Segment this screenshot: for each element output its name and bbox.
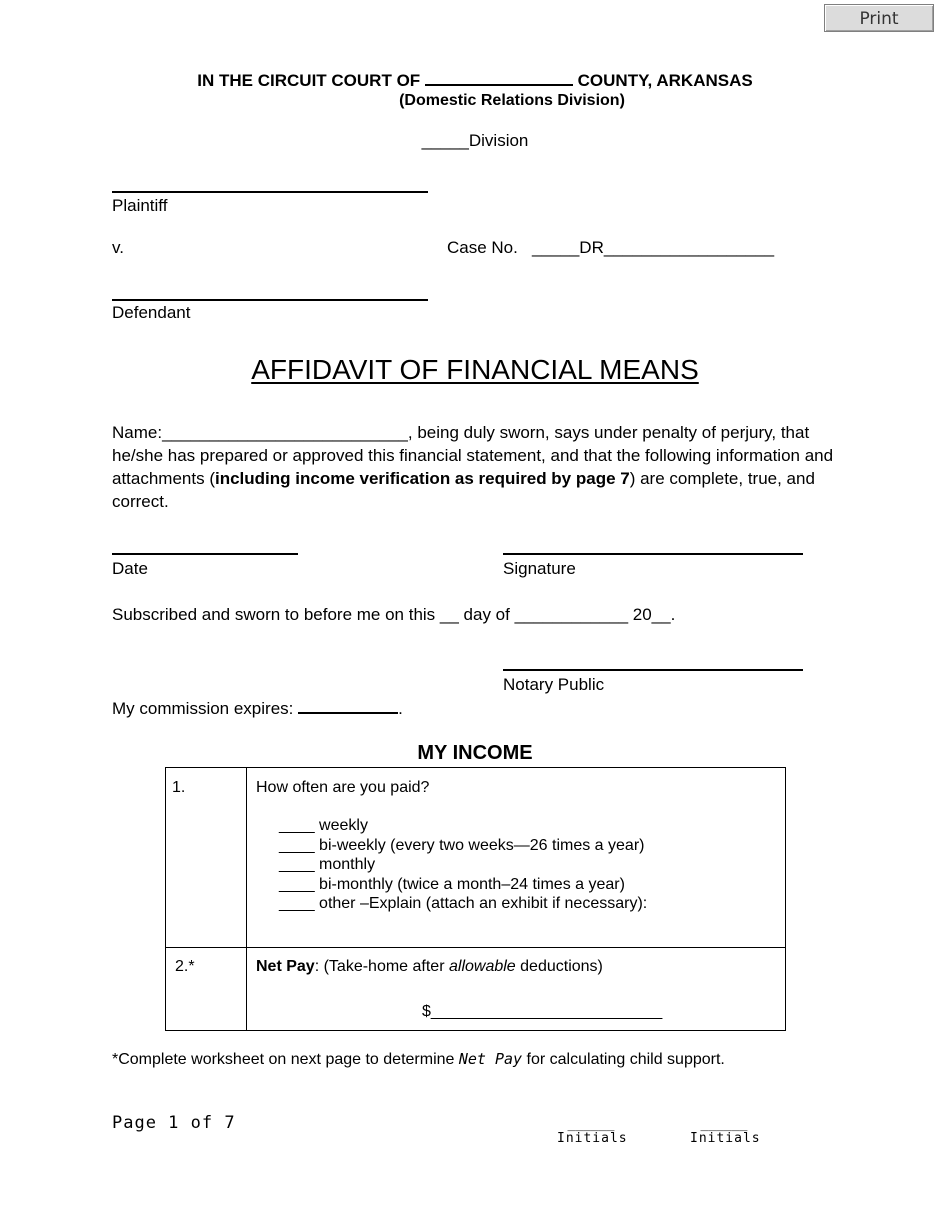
table-row bbox=[166, 768, 786, 948]
net-pay-amount-field[interactable]: $__________________________ bbox=[422, 1003, 663, 1020]
initials-block-1 bbox=[557, 1117, 628, 1146]
option-other[interactable]: ____ other –Explain (attach an exhibit if necessary): bbox=[279, 895, 648, 912]
division-line: _____Division bbox=[421, 131, 529, 150]
footnote-italic: Net Pay bbox=[458, 1050, 523, 1068]
net-pay-label bbox=[256, 958, 785, 976]
date-line bbox=[112, 553, 298, 555]
income-table bbox=[165, 767, 786, 1031]
option-weekly[interactable]: ____ weekly bbox=[279, 817, 368, 834]
court-suffix: COUNTY, ARKANSAS bbox=[577, 71, 753, 90]
notary-label: Notary Public bbox=[503, 675, 605, 694]
row-number bbox=[166, 768, 247, 948]
versus-label: v. bbox=[112, 238, 124, 257]
affidavit-text-1: , being duly sworn, says under penalty of perjury, that he/she has prepared or approved this financial statement, and that the following information and attachments ( bbox=[112, 423, 834, 488]
defendant-label: Defendant bbox=[112, 303, 191, 322]
print-button[interactable]: Print bbox=[824, 4, 934, 32]
initials-blank[interactable]: ______ bbox=[567, 1117, 615, 1132]
initials-block-2 bbox=[690, 1117, 761, 1146]
net-pay-bold: Net Pay bbox=[256, 958, 315, 975]
division-subtitle: (Domestic Relations Division) bbox=[399, 92, 625, 109]
initials-label: Initials bbox=[690, 1131, 761, 1146]
affidavit-bold-text: including income verification as required by page 7 bbox=[215, 469, 630, 488]
footnote bbox=[112, 1050, 725, 1069]
page-number: Page 1 of 7 bbox=[112, 1113, 236, 1133]
initials-blank[interactable]: ______ bbox=[700, 1117, 748, 1132]
row1-number: 1. bbox=[172, 779, 186, 796]
case-number: Case No. _____DR__________________ bbox=[447, 238, 775, 257]
commission-label: My commission expires: bbox=[112, 699, 294, 718]
footnote-text-b: for calculating child support. bbox=[522, 1051, 725, 1068]
pay-frequency-cell bbox=[247, 768, 786, 948]
initials-label: Initials bbox=[557, 1131, 628, 1146]
signature-label: Signature bbox=[503, 559, 576, 578]
notary-line bbox=[503, 669, 803, 671]
net-pay-text-b: deductions) bbox=[515, 958, 603, 975]
plaintiff-line bbox=[112, 191, 428, 193]
court-heading bbox=[0, 70, 950, 91]
option-bi-monthly[interactable]: ____ bi-monthly (twice a month–24 times a year) bbox=[279, 875, 625, 893]
net-pay-text-a: : (Take-home after bbox=[314, 958, 449, 975]
row2-number: 2.* bbox=[175, 958, 195, 975]
option-bi-weekly[interactable]: ____ bi-weekly (every two weeks—26 times a year) bbox=[279, 836, 645, 854]
row-number bbox=[166, 948, 247, 1031]
signature-line bbox=[503, 553, 803, 555]
commission-blank bbox=[298, 698, 398, 714]
table-row bbox=[166, 948, 786, 1031]
name-field: Name:__________________________ bbox=[112, 423, 408, 442]
commission-expires: My commission expires: . bbox=[112, 699, 403, 718]
income-heading: MY INCOME bbox=[417, 742, 533, 764]
county-blank bbox=[425, 70, 573, 86]
affidavit-paragraph bbox=[112, 421, 842, 513]
date-label: Date bbox=[112, 559, 148, 578]
net-pay-cell bbox=[247, 948, 786, 1031]
sworn-statement: Subscribed and sworn to before me on this __ day of ____________ 20__. bbox=[112, 605, 676, 624]
court-prefix: IN THE CIRCUIT COURT OF bbox=[197, 71, 421, 90]
pay-frequency-question: How often are you paid? bbox=[256, 779, 430, 796]
footnote-text-a: *Complete worksheet on next page to determine bbox=[112, 1051, 459, 1068]
net-pay-italic: allowable bbox=[448, 958, 516, 975]
affidavit-text-2: ) are complete, true, and correct. bbox=[112, 469, 815, 511]
defendant-line bbox=[112, 299, 428, 301]
option-monthly[interactable]: ____ monthly bbox=[279, 856, 376, 873]
document-title: AFFIDAVIT OF FINANCIAL MEANS bbox=[251, 354, 699, 385]
plaintiff-label: Plaintiff bbox=[112, 196, 168, 215]
